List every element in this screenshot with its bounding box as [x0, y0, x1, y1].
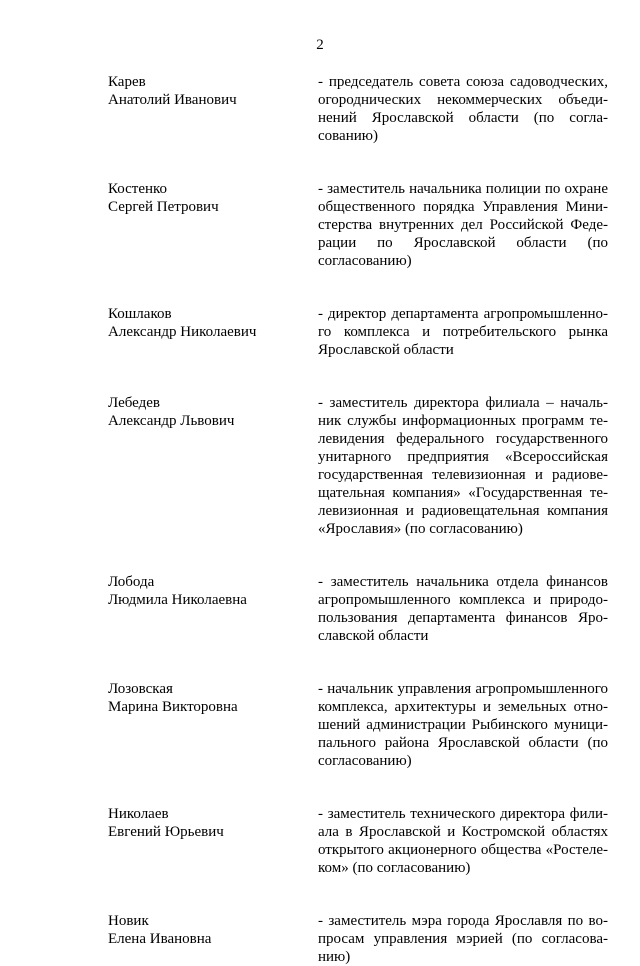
member-entry — [108, 180, 608, 270]
role-line: ала в Ярославской и Костромской областях — [318, 824, 608, 840]
member-given-names: Евгений Юрьевич — [108, 824, 224, 840]
member-entry — [108, 573, 608, 645]
role-line: агропромышленного комплекса и природо- — [318, 592, 608, 608]
member-name — [108, 805, 308, 841]
role-line: государственная телевизионная и радиове- — [318, 467, 608, 483]
role-line: - заместитель начальника отдела финансов — [318, 574, 608, 590]
role-line: - заместитель технического директора фили- — [318, 806, 608, 822]
member-surname: Лозовская — [108, 681, 173, 697]
member-given-names: Марина Викторовна — [108, 699, 238, 715]
role-line: унитарного предприятия «Всероссийская — [318, 449, 608, 465]
member-name — [108, 680, 308, 716]
member-name — [108, 912, 308, 948]
member-name — [108, 573, 308, 609]
role-line: нений Ярославской области (по согла- — [318, 110, 608, 126]
role-line: славской области — [318, 628, 429, 644]
member-name — [108, 305, 308, 341]
member-entry — [108, 912, 608, 966]
role-line: ник службы информационных программ те- — [318, 413, 608, 429]
page-number: 2 — [316, 37, 324, 53]
member-entry — [108, 394, 608, 538]
role-line: просам управления мэрией (по согласова- — [318, 931, 608, 947]
member-name — [108, 394, 308, 430]
member-surname: Николаев — [108, 806, 169, 822]
role-line: сованию) — [318, 128, 378, 144]
member-role — [318, 73, 608, 145]
member-entry — [108, 805, 608, 877]
role-line: нию) — [318, 949, 351, 965]
role-line: - директор департамента агропромышленно- — [318, 306, 608, 322]
member-role — [318, 305, 608, 359]
role-line: го комплекса и потребительского рынка — [318, 324, 608, 340]
member-surname: Новик — [108, 913, 149, 929]
member-role — [318, 680, 608, 770]
member-role — [318, 805, 608, 877]
role-line: открытого акционерного общества «Ростеле- — [318, 842, 608, 858]
member-role — [318, 912, 608, 966]
member-entry — [108, 305, 608, 359]
member-surname: Кошлаков — [108, 306, 172, 322]
role-line: - начальник управления агропромышленного — [318, 681, 608, 697]
member-given-names: Анатолий Иванович — [108, 92, 237, 108]
role-line: стерства внутренних дел Российской Феде- — [318, 217, 608, 233]
member-given-names: Людмила Николаевна — [108, 592, 247, 608]
member-entry — [108, 680, 608, 770]
member-role — [318, 180, 608, 270]
member-given-names: Елена Ивановна — [108, 931, 212, 947]
role-line: левизионная и радиовещательная компания — [318, 503, 608, 519]
member-given-names: Александр Львович — [108, 413, 235, 429]
member-entry — [108, 73, 608, 145]
role-line: - заместитель мэра города Ярославля по во- — [318, 913, 608, 929]
role-line: пользования департамента финансов Яро- — [318, 610, 608, 626]
role-line: левидения федерального государственного — [318, 431, 608, 447]
role-line: шений администрации Рыбинского муници- — [318, 717, 608, 733]
role-line: общественного порядка Управления Мини- — [318, 199, 608, 215]
role-line: - председатель совета союза садоводческих, — [318, 74, 608, 90]
role-line: комплекса, архитектуры и земельных отно- — [318, 699, 608, 715]
member-given-names: Александр Николаевич — [108, 324, 257, 340]
member-surname: Карев — [108, 74, 146, 90]
role-line: ком» (по согласованию) — [318, 860, 471, 876]
member-surname: Костенко — [108, 181, 168, 197]
role-line: - заместитель начальника полиции по охране — [318, 181, 608, 197]
role-line: щательная компания» «Государственная те- — [318, 485, 608, 501]
member-surname: Лебедев — [108, 395, 160, 411]
role-line: пального района Ярославской области (по — [318, 735, 608, 751]
role-line: согласованию) — [318, 753, 412, 769]
role-line: Ярославской области — [318, 342, 454, 358]
member-role — [318, 573, 608, 645]
member-name — [108, 73, 308, 109]
members-list — [108, 73, 608, 966]
member-given-names: Сергей Петрович — [108, 199, 219, 215]
role-line: огороднических некоммерческих объеди- — [318, 92, 608, 108]
member-surname: Лобода — [108, 574, 155, 590]
role-line: «Ярославия» (по согласованию) — [318, 521, 523, 537]
role-line: согласованию) — [318, 253, 412, 269]
member-name — [108, 180, 308, 216]
role-line: рации по Ярославской области (по — [318, 235, 608, 251]
member-role — [318, 394, 608, 538]
role-line: - заместитель директора филиала – началь- — [318, 395, 608, 411]
